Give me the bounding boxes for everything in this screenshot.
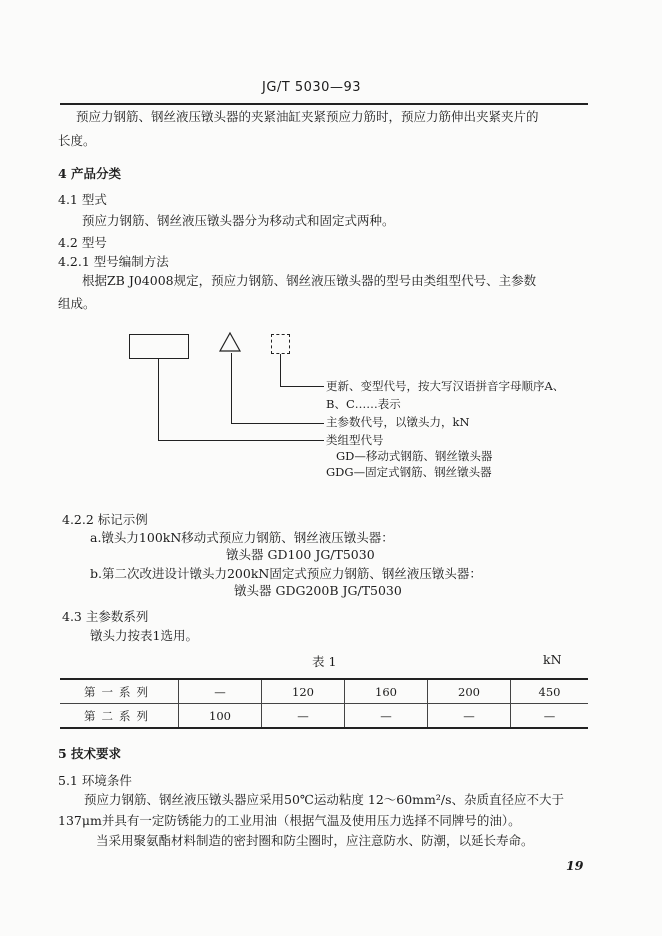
table-cell: 450: [511, 679, 589, 704]
table-row: [60, 704, 588, 729]
gd-definition: GD—移动式钢筋、钢丝镦头器: [336, 449, 493, 463]
standard-code-header: JG/T 5030—93: [262, 80, 361, 95]
table-cell: —: [179, 679, 262, 704]
section-4-title: 4 产品分类: [58, 166, 122, 181]
table-cell: 第一系列: [60, 679, 179, 704]
table-cell: —: [345, 704, 428, 729]
update-code-label-1: 更新、变型代号，按大写汉语拼音字母顺序A、: [326, 379, 565, 393]
intro-line-2: 长度。: [58, 133, 96, 148]
section-4-1-title: 4.1 型式: [58, 192, 107, 207]
table-1-caption: 表 1: [312, 654, 337, 669]
section-4-2-title: 4.2 型号: [58, 235, 107, 250]
page-number: 19: [566, 858, 584, 873]
table-cell: —: [511, 704, 589, 729]
table-cell: 200: [428, 679, 511, 704]
header-rule: [60, 103, 588, 105]
table-row: [60, 679, 588, 704]
param-triangle-symbol: [218, 331, 242, 353]
table-cell: —: [262, 704, 345, 729]
table-cell: 第二系列: [60, 704, 179, 729]
section-5-title: 5 技术要求: [58, 746, 122, 761]
update-code-box: [271, 334, 290, 354]
section-4-3-text: 镦头力按表1选用。: [90, 628, 198, 643]
intro-line-1: 预应力钢筋、钢丝液压镦头器的夹紧油缸夹紧预应力筋时，预应力筋伸出夹紧夹片的: [76, 109, 539, 124]
gdg-definition: GDG—固定式钢筋、钢丝镦头器: [326, 465, 492, 479]
group-code-box: [129, 334, 189, 359]
section-4-2-2-title: 4.2.2 标记示例: [62, 512, 148, 527]
section-5-1-line-1: 预应力钢筋、钢丝液压镦头器应采用50℃运动粘度 12～60mm²/s、杂质直径应不大于: [84, 792, 565, 807]
example-b-text: b.第二次改进设计镦头力200kN固定式预应力钢筋、钢丝液压镦头器：: [90, 566, 482, 581]
table-cell: —: [428, 704, 511, 729]
section-4-2-1-line-2: 组成。: [58, 296, 96, 311]
example-a-text: a.镦头力100kN移动式预应力钢筋、钢丝液压镦头器：: [90, 530, 394, 545]
param-code-label: 主参数代号，以镦头力，kN: [326, 415, 470, 429]
table-1-unit: kN: [543, 652, 562, 667]
section-4-1-text: 预应力钢筋、钢丝液压镦头器分为移动式和固定式两种。: [82, 213, 395, 228]
example-a-mark: 镦头器 GD100 JG/T5030: [226, 547, 375, 562]
table-cell: 100: [179, 704, 262, 729]
section-4-3-title: 4.3 主参数系列: [62, 609, 149, 624]
section-5-1-para-2: 当采用聚氨酯材料制造的密封圈和防尘圈时，应注意防水、防潮，以延长寿命。: [96, 833, 534, 848]
group-code-label: 类组型代号: [326, 433, 384, 447]
section-4-2-1-title: 4.2.1 型号编制方法: [58, 254, 169, 269]
section-5-1-title: 5.1 环境条件: [58, 773, 132, 788]
section-4-2-1-line-1: 根据ZB J04008规定，预应力钢筋、钢丝液压镦头器的型号由类组型代号、主参数: [82, 273, 537, 288]
example-b-mark: 镦头器 GDG200B JG/T5030: [234, 583, 402, 598]
section-5-1-line-2: 137μm并具有一定防锈能力的工业用油（根据气温及使用压力选择不同牌号的油）。: [58, 813, 521, 828]
update-code-label-2: B、C……表示: [326, 397, 401, 411]
table-cell: 160: [345, 679, 428, 704]
table-cell: 120: [262, 679, 345, 704]
table-1: [60, 678, 588, 729]
